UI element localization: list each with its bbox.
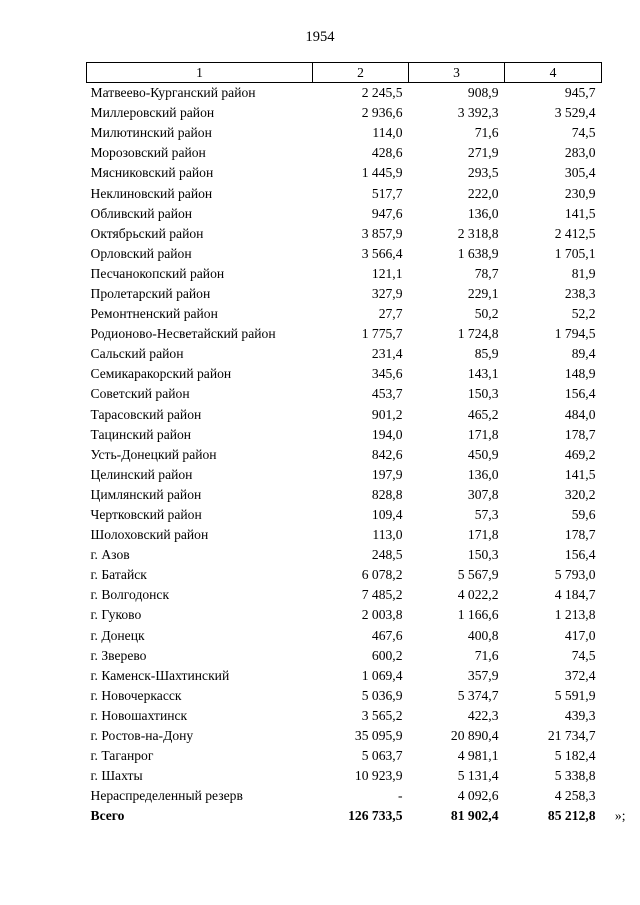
row-name-cell: г. Зверево xyxy=(90,647,147,663)
row-value-col-4: 89,4 xyxy=(571,346,596,362)
row-name-cell: г. Таганрог xyxy=(90,748,154,764)
row-value-col-2: 5 063,7 xyxy=(361,748,403,764)
table-row xyxy=(87,746,602,766)
header-row xyxy=(87,63,602,83)
total-label: Всего xyxy=(90,808,125,824)
row-value-col-2: 901,2 xyxy=(371,406,403,422)
table-row xyxy=(87,163,602,183)
row-value-col-4: 74,5 xyxy=(571,647,596,663)
row-value-col-2: 109,4 xyxy=(371,507,403,523)
table-row xyxy=(87,364,602,384)
row-value-col-3: 136,0 xyxy=(467,205,499,221)
row-value-col-4: 81,9 xyxy=(571,265,596,281)
table-row xyxy=(87,183,602,203)
row-value-col-4: 148,9 xyxy=(564,366,596,382)
row-value-col-3: 271,9 xyxy=(467,145,499,161)
table-row xyxy=(87,706,602,726)
row-value-col-2: 197,9 xyxy=(371,466,403,482)
row-value-col-3: 57,3 xyxy=(474,507,499,523)
row-value-col-2: 1 069,4 xyxy=(361,667,403,683)
table-row xyxy=(87,123,602,143)
row-value-col-3: 307,8 xyxy=(467,486,499,502)
closing-quote-mark: »; xyxy=(614,808,626,824)
row-value-col-2: 428,6 xyxy=(371,145,403,161)
row-name-cell: Тарасовский район xyxy=(90,406,202,422)
table-row xyxy=(87,425,602,445)
row-name-cell: Советский район xyxy=(90,386,190,402)
row-value-col-2: 3 565,2 xyxy=(361,707,403,723)
row-value-col-2: 2 003,8 xyxy=(361,607,403,623)
table-row xyxy=(87,485,602,505)
row-name-cell: Песчанокопский район xyxy=(90,265,225,281)
row-value-col-2: 2 245,5 xyxy=(361,85,403,101)
row-value-col-4: 230,9 xyxy=(564,185,596,201)
table-row xyxy=(87,726,602,746)
row-name-cell: Семикаракорский район xyxy=(90,366,232,382)
row-value-col-4: 417,0 xyxy=(564,627,596,643)
row-value-col-4: 52,2 xyxy=(571,306,596,322)
row-value-col-2: - xyxy=(397,788,403,804)
table-row xyxy=(87,766,602,786)
row-value-col-2: 6 078,2 xyxy=(361,567,403,583)
row-value-col-2: 7 485,2 xyxy=(361,587,403,603)
table-row xyxy=(87,626,602,646)
row-value-col-2: 2 936,6 xyxy=(361,105,403,121)
table-row xyxy=(87,204,602,224)
row-value-col-2: 248,5 xyxy=(371,547,403,563)
row-value-col-4: 141,5 xyxy=(564,205,596,221)
table-row xyxy=(87,405,602,425)
row-name-cell: Тацинский район xyxy=(90,426,192,442)
table-row xyxy=(87,465,602,485)
row-value-col-4: 238,3 xyxy=(564,285,596,301)
row-value-col-2: 453,7 xyxy=(371,386,403,402)
row-value-col-3: 357,9 xyxy=(467,667,499,683)
table-header xyxy=(87,63,602,83)
row-value-col-3: 50,2 xyxy=(474,306,499,322)
header-col-4: 4 xyxy=(505,63,602,83)
row-name-cell: г. Новочеркасск xyxy=(90,687,182,703)
total-col-4: 85 212,8 xyxy=(547,808,596,824)
row-name-cell: Миллеровский район xyxy=(90,105,215,121)
table-row xyxy=(87,666,602,686)
row-value-col-3: 3 392,3 xyxy=(457,105,499,121)
row-value-col-4: 5 182,4 xyxy=(554,748,596,764)
row-value-col-4: 3 529,4 xyxy=(554,105,596,121)
row-value-col-2: 345,6 xyxy=(371,366,403,382)
row-value-col-3: 450,9 xyxy=(467,446,499,462)
row-value-col-2: 1 445,9 xyxy=(361,165,403,181)
row-name-cell: Матвеево-Курганский район xyxy=(90,85,256,101)
row-value-col-2: 947,6 xyxy=(371,205,403,221)
row-name-cell: Мясниковский район xyxy=(90,165,214,181)
row-name-cell: г. Волгодонск xyxy=(90,587,170,603)
row-value-col-3: 422,3 xyxy=(467,707,499,723)
row-value-col-4: 2 412,5 xyxy=(554,225,596,241)
row-value-col-3: 5 374,7 xyxy=(457,687,499,703)
table-row xyxy=(87,344,602,364)
row-value-col-4: 484,0 xyxy=(564,406,596,422)
total-row xyxy=(87,806,602,826)
row-value-col-3: 171,8 xyxy=(467,527,499,543)
row-name-cell: г. Каменск-Шахтинский xyxy=(90,667,230,683)
row-value-col-4: 469,2 xyxy=(564,446,596,462)
table-row xyxy=(87,646,602,666)
row-value-col-3: 136,0 xyxy=(467,466,499,482)
table-row xyxy=(87,545,602,565)
row-value-col-4: 305,4 xyxy=(564,165,596,181)
table-row xyxy=(87,304,602,324)
row-name-cell: г. Новошахтинск xyxy=(90,707,188,723)
row-value-col-2: 828,8 xyxy=(371,486,403,502)
row-value-col-2: 517,7 xyxy=(371,185,403,201)
row-value-col-4: 59,6 xyxy=(571,507,596,523)
row-value-col-3: 908,9 xyxy=(467,85,499,101)
row-value-col-2: 27,7 xyxy=(378,306,403,322)
row-name-cell: г. Ростов-на-Дону xyxy=(90,728,194,744)
row-value-col-2: 194,0 xyxy=(371,426,403,442)
row-value-col-4: 21 734,7 xyxy=(547,728,596,744)
row-name-cell: г. Батайск xyxy=(90,567,147,583)
row-value-col-2: 231,4 xyxy=(371,346,403,362)
row-value-col-3: 222,0 xyxy=(467,185,499,201)
row-value-col-4: 945,7 xyxy=(564,85,596,101)
row-value-col-4: 156,4 xyxy=(564,386,596,402)
row-value-col-4: 141,5 xyxy=(564,466,596,482)
table-row xyxy=(87,605,602,625)
page-number: 1954 xyxy=(305,29,335,45)
row-value-col-4: 5 793,0 xyxy=(554,567,596,583)
row-value-col-3: 143,1 xyxy=(467,366,499,382)
row-value-col-3: 5 567,9 xyxy=(457,567,499,583)
table-row xyxy=(87,83,602,104)
table-row xyxy=(87,264,602,284)
row-name-cell: Обливский район xyxy=(90,205,193,221)
row-name-cell: Шолоховский район xyxy=(90,527,209,543)
row-name-cell: Ремонтненский район xyxy=(90,306,218,322)
row-value-col-4: 1 705,1 xyxy=(554,245,596,261)
row-value-col-3: 71,6 xyxy=(474,647,499,663)
row-name-cell: Пролетарский район xyxy=(90,285,211,301)
row-value-col-3: 2 318,8 xyxy=(457,225,499,241)
row-value-col-4: 1 794,5 xyxy=(554,326,596,342)
row-value-col-4: 4 184,7 xyxy=(554,587,596,603)
row-value-col-3: 5 131,4 xyxy=(457,768,499,784)
table-row xyxy=(87,445,602,465)
row-value-col-3: 4 022,2 xyxy=(457,587,499,603)
row-name-cell: Чертковский район xyxy=(90,507,202,523)
row-value-col-2: 3 566,4 xyxy=(361,245,403,261)
row-value-col-4: 372,4 xyxy=(564,667,596,683)
row-name-cell: Цимлянский район xyxy=(90,486,202,502)
row-value-col-3: 171,8 xyxy=(467,426,499,442)
row-name-cell: Неклиновский район xyxy=(90,185,213,201)
row-value-col-2: 1 775,7 xyxy=(361,326,403,342)
row-value-col-3: 229,1 xyxy=(467,285,499,301)
row-value-col-2: 327,9 xyxy=(371,285,403,301)
total-col-2: 126 733,5 xyxy=(348,808,403,824)
row-value-col-2: 121,1 xyxy=(371,265,403,281)
row-name-cell: г. Шахты xyxy=(90,768,143,784)
row-value-col-4: 5 591,9 xyxy=(554,687,596,703)
table-row xyxy=(87,585,602,605)
header-col-2: 2 xyxy=(313,63,409,83)
row-value-col-4: 5 338,8 xyxy=(554,768,596,784)
row-value-col-4: 4 258,3 xyxy=(554,788,596,804)
row-name-cell: Родионово-Несветайский район xyxy=(90,326,276,342)
row-value-col-3: 85,9 xyxy=(474,346,499,362)
row-value-col-4: 439,3 xyxy=(564,707,596,723)
row-value-col-4: 178,7 xyxy=(564,527,596,543)
table-row xyxy=(87,786,602,806)
row-value-col-2: 467,6 xyxy=(371,627,403,643)
row-name-cell: Целинский район xyxy=(90,466,193,482)
row-value-col-4: 283,0 xyxy=(564,145,596,161)
row-name-cell: Сальский район xyxy=(90,346,184,362)
row-value-col-2: 10 923,9 xyxy=(354,768,403,784)
row-value-col-3: 1 166,6 xyxy=(457,607,499,623)
row-value-col-2: 600,2 xyxy=(371,647,403,663)
row-value-col-2: 114,0 xyxy=(372,125,403,141)
table-row xyxy=(87,384,602,404)
row-value-col-2: 35 095,9 xyxy=(354,728,403,744)
table-row xyxy=(87,525,602,545)
budget-table xyxy=(86,62,626,826)
row-value-col-3: 78,7 xyxy=(474,265,499,281)
total-col-4-cell xyxy=(505,806,626,826)
table-body xyxy=(87,83,626,827)
row-value-col-3: 150,3 xyxy=(467,386,499,402)
row-value-col-3: 400,8 xyxy=(467,627,499,643)
table-row xyxy=(87,244,602,264)
row-value-col-3: 1 638,9 xyxy=(457,245,499,261)
row-name-cell: Милютинский район xyxy=(90,125,212,141)
row-name-cell: г. Азов xyxy=(90,547,130,563)
table-row xyxy=(87,686,602,706)
row-name-cell: Морозовский район xyxy=(90,145,206,161)
row-value-col-4: 156,4 xyxy=(564,547,596,563)
row-value-col-3: 20 890,4 xyxy=(450,728,499,744)
row-value-col-3: 293,5 xyxy=(467,165,499,181)
row-value-col-3: 465,2 xyxy=(467,406,499,422)
table-row xyxy=(87,143,602,163)
row-value-col-2: 5 036,9 xyxy=(361,687,403,703)
row-value-col-3: 71,6 xyxy=(474,125,499,141)
row-value-col-3: 1 724,8 xyxy=(457,326,499,342)
row-value-col-2: 842,6 xyxy=(371,446,403,462)
row-name-cell: Усть-Донецкий район xyxy=(90,446,217,462)
row-value-col-2: 113,0 xyxy=(372,527,403,543)
row-value-col-4: 1 213,8 xyxy=(554,607,596,623)
row-value-col-4: 320,2 xyxy=(564,486,596,502)
table-row xyxy=(87,505,602,525)
row-name-cell: Орловский район xyxy=(90,245,192,261)
header-col-3: 3 xyxy=(409,63,505,83)
table-row xyxy=(87,103,602,123)
row-name-cell: Октябрьский район xyxy=(90,225,204,241)
row-value-col-3: 150,3 xyxy=(467,547,499,563)
row-name-cell: г. Донецк xyxy=(90,627,145,643)
row-name-cell: г. Гуково xyxy=(90,607,142,623)
total-col-3: 81 902,4 xyxy=(450,808,499,824)
table-row xyxy=(87,224,602,244)
header-col-1: 1 xyxy=(87,63,313,83)
row-name-cell: Нераспределенный резерв xyxy=(90,788,243,804)
table-row xyxy=(87,284,602,304)
row-value-col-2: 3 857,9 xyxy=(361,225,403,241)
row-value-col-4: 74,5 xyxy=(571,125,596,141)
row-value-col-4: 178,7 xyxy=(564,426,596,442)
row-value-col-3: 4 981,1 xyxy=(457,748,499,764)
row-value-col-3: 4 092,6 xyxy=(457,788,499,804)
table-row xyxy=(87,324,602,344)
table-row xyxy=(87,565,602,585)
